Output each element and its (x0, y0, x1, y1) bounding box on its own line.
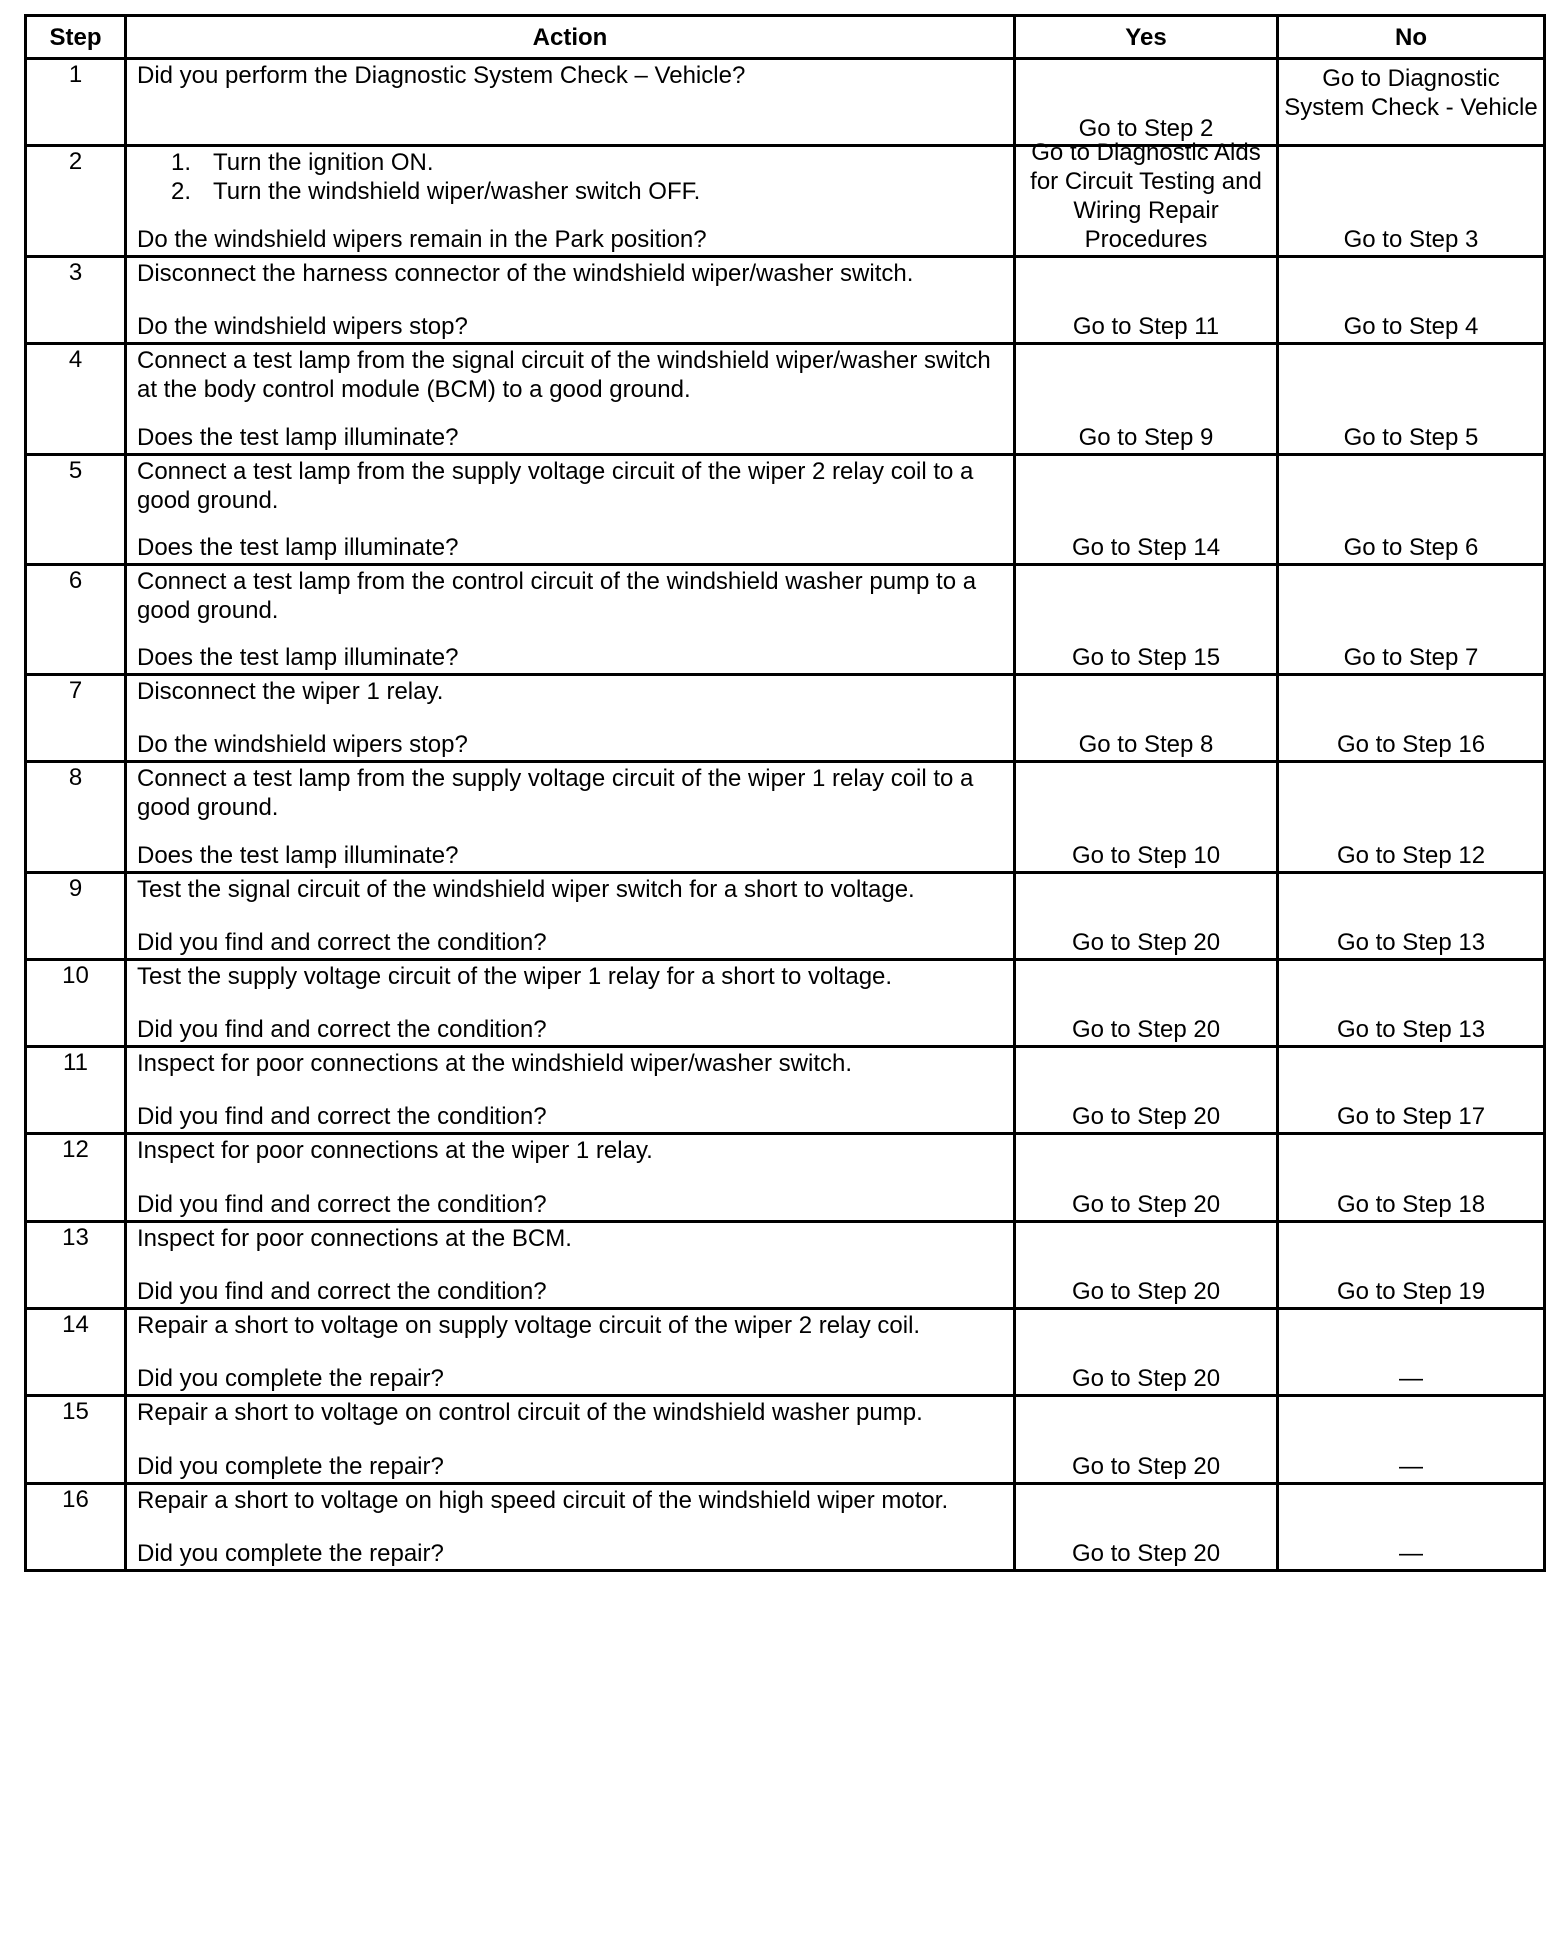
no-result: Go to Step 3 (1343, 226, 1479, 253)
action-question: Does the test lamp illuminate? (137, 534, 459, 561)
table-row (26, 960, 1545, 1047)
no-cell (1278, 59, 1545, 146)
step-number: 10 (26, 960, 126, 1047)
table-row (26, 455, 1545, 565)
action-cell (126, 1484, 1015, 1571)
no-cell (1278, 960, 1545, 1047)
yes-cell (1015, 139, 1278, 257)
action-question: Did you find and correct the condition? (137, 1191, 547, 1218)
action-cell (126, 146, 1015, 257)
table-row (26, 146, 1545, 257)
action-cell (126, 59, 1015, 146)
step-number: 14 (26, 1309, 126, 1396)
action-cell (126, 344, 1015, 455)
no-result: — (1399, 1365, 1423, 1392)
action-instruction: Repair a short to voltage on supply voltage circuit of the wiper 2 relay coil. (137, 1312, 921, 1339)
no-result: Go to Step 13 (1336, 1016, 1486, 1043)
yes-result: Go to Step 20 (1071, 1103, 1221, 1130)
yes-result: Go to Step 20 (1071, 1016, 1221, 1043)
table-row (26, 59, 1545, 146)
yes-result: Go to Step 8 (1078, 731, 1214, 758)
yes-cell (1015, 762, 1278, 873)
action-instruction: Repair a short to voltage on control circuit of the windshield washer pump. (137, 1399, 923, 1426)
no-cell (1278, 1309, 1545, 1396)
yes-cell (1015, 873, 1278, 960)
action-question: Did you complete the repair? (137, 1365, 444, 1392)
yes-result: Go to Step 14 (1071, 534, 1221, 561)
no-result: Go to Step 17 (1336, 1103, 1486, 1130)
action-cell (126, 960, 1015, 1047)
action-question: Did you find and correct the condition? (137, 929, 547, 956)
yes-result: Go to Step 2 (1078, 115, 1214, 142)
yes-result: Go to Step 20 (1071, 1191, 1221, 1218)
no-result: Go to Step 19 (1336, 1278, 1486, 1305)
table-row (26, 1396, 1545, 1484)
header-yes: Yes (1015, 16, 1278, 59)
table-row (26, 675, 1545, 762)
action-instruction: Did you perform the Diagnostic System Check – Vehicle? (137, 62, 746, 89)
yes-cell (1015, 675, 1278, 762)
table-row (26, 1222, 1545, 1309)
no-result: Go to Step 16 (1336, 731, 1486, 758)
table-row (26, 257, 1545, 344)
no-cell (1278, 1047, 1545, 1134)
no-result: Go to Step 5 (1343, 424, 1479, 451)
step-number: 13 (26, 1222, 126, 1309)
no-cell (1278, 873, 1545, 960)
step-number: 12 (26, 1134, 126, 1222)
yes-cell (1015, 1134, 1278, 1222)
step-number: 1 (26, 59, 126, 146)
table-row (26, 1047, 1545, 1134)
yes-cell (1015, 565, 1278, 675)
table-row (26, 1309, 1545, 1396)
no-cell (1278, 257, 1545, 344)
action-question: Did you complete the repair? (137, 1453, 444, 1480)
no-cell (1278, 455, 1545, 565)
no-result: Go to Step 7 (1343, 644, 1479, 671)
action-cell (126, 565, 1015, 675)
action-instruction: Connect a test lamp from the control circuit of the windshield washer pump to a good ground. (137, 568, 983, 624)
yes-cell (1015, 1309, 1278, 1396)
action-question: Does the test lamp illuminate? (137, 842, 459, 869)
step-number: 2 (26, 146, 126, 257)
yes-cell (1015, 1396, 1278, 1484)
no-cell (1278, 1134, 1545, 1222)
action-instruction: Connect a test lamp from the supply voltage circuit of the wiper 1 relay coil to a good ground. (137, 765, 981, 821)
step-number: 5 (26, 455, 126, 565)
no-result: Go to Step 4 (1343, 313, 1479, 340)
list-item-number: 2. (170, 178, 191, 205)
table-row (26, 1134, 1545, 1222)
yes-cell (1015, 1484, 1278, 1571)
yes-result: Go to Diagnostic Aids for Circuit Testing and Wiring Repair Procedures (1030, 139, 1262, 253)
action-cell (126, 1396, 1015, 1484)
header-no: No (1278, 16, 1545, 59)
action-instruction: Repair a short to voltage on high speed circuit of the windshield wiper motor. (137, 1487, 949, 1514)
action-cell (126, 1134, 1015, 1222)
no-cell (1278, 762, 1545, 873)
yes-cell (1015, 344, 1278, 455)
table-row (26, 873, 1545, 960)
yes-cell (1015, 1047, 1278, 1134)
action-cell (126, 455, 1015, 565)
step-number: 15 (26, 1396, 126, 1484)
action-instruction: Connect a test lamp from the signal circuit of the windshield wiper/washer switch at the body control module (BCM) to a good ground. (137, 347, 998, 403)
header-row (26, 16, 1545, 59)
action-question: Does the test lamp illuminate? (137, 644, 459, 671)
action-instruction: Inspect for poor connections at the wiper 1 relay. (137, 1137, 653, 1164)
list-item-text: Turn the windshield wiper/washer switch OFF. (213, 178, 701, 205)
yes-result: Go to Step 20 (1071, 1453, 1221, 1480)
table-row (26, 565, 1545, 675)
yes-cell (1015, 59, 1278, 146)
yes-result: Go to Step 10 (1071, 842, 1221, 869)
table-row (26, 1484, 1545, 1571)
yes-cell (1015, 960, 1278, 1047)
action-question: Do the windshield wipers stop? (137, 313, 468, 340)
action-question: Do the windshield wipers stop? (137, 731, 468, 758)
no-result: Go to Step 6 (1343, 534, 1479, 561)
step-number: 16 (26, 1484, 126, 1571)
step-number: 9 (26, 873, 126, 960)
action-cell (126, 762, 1015, 873)
action-instruction: Inspect for poor connections at the BCM. (137, 1225, 572, 1252)
action-instruction: Disconnect the wiper 1 relay. (137, 678, 444, 705)
no-result: Go to Diagnostic System Check - Vehicle (1284, 65, 1538, 121)
step-number: 4 (26, 344, 126, 455)
action-question: Does the test lamp illuminate? (137, 424, 459, 451)
yes-result: Go to Step 20 (1071, 1278, 1221, 1305)
list-item-text: Turn the ignition ON. (213, 149, 434, 176)
action-instruction: Inspect for poor connections at the windshield wiper/washer switch. (137, 1050, 853, 1077)
header-action: Action (126, 16, 1015, 59)
yes-result: Go to Step 20 (1071, 1540, 1221, 1567)
header-step: Step (26, 16, 126, 59)
yes-cell (1015, 1222, 1278, 1309)
no-cell (1278, 1396, 1545, 1484)
action-instruction: Test the supply voltage circuit of the wiper 1 relay for a short to voltage. (137, 963, 893, 990)
list-item (137, 177, 700, 206)
no-cell (1278, 675, 1545, 762)
action-instruction: Test the signal circuit of the windshield wiper switch for a short to voltage. (137, 876, 915, 903)
yes-result: Go to Step 20 (1071, 1365, 1221, 1392)
action-cell (126, 1222, 1015, 1309)
yes-result: Go to Step 20 (1071, 929, 1221, 956)
action-cell (126, 257, 1015, 344)
no-cell (1278, 565, 1545, 675)
no-result: Go to Step 13 (1336, 929, 1486, 956)
table-row (26, 344, 1545, 455)
table-row (26, 762, 1545, 873)
no-result: — (1399, 1453, 1423, 1480)
action-cell (126, 1047, 1015, 1134)
action-steps-list (137, 148, 700, 206)
no-cell (1278, 344, 1545, 455)
yes-cell (1015, 257, 1278, 344)
step-number: 8 (26, 762, 126, 873)
no-cell (1278, 146, 1545, 257)
action-instruction: Disconnect the harness connector of the windshield wiper/washer switch. (137, 260, 914, 287)
step-number: 7 (26, 675, 126, 762)
list-item-number: 1. (170, 149, 191, 176)
no-cell (1278, 1484, 1545, 1571)
action-question: Did you find and correct the condition? (137, 1278, 547, 1305)
no-result: Go to Step 18 (1336, 1191, 1486, 1218)
action-cell (126, 675, 1015, 762)
no-result: Go to Step 12 (1336, 842, 1486, 869)
yes-result: Go to Step 9 (1078, 424, 1214, 451)
step-number: 6 (26, 565, 126, 675)
no-result: — (1399, 1540, 1423, 1567)
action-instruction: Connect a test lamp from the supply voltage circuit of the wiper 2 relay coil to a good ground. (137, 458, 981, 514)
yes-result: Go to Step 11 (1072, 313, 1220, 340)
step-number: 11 (26, 1047, 126, 1134)
yes-result: Go to Step 15 (1071, 644, 1221, 671)
action-cell (126, 1309, 1015, 1396)
action-question: Did you complete the repair? (137, 1540, 444, 1567)
step-number: 3 (26, 257, 126, 344)
action-question: Did you find and correct the condition? (137, 1103, 547, 1130)
action-cell (126, 873, 1015, 960)
no-cell (1278, 1222, 1545, 1309)
yes-cell (1015, 455, 1278, 565)
list-item (137, 148, 700, 177)
action-question: Did you find and correct the condition? (137, 1016, 547, 1043)
diagnostic-table (24, 14, 1546, 1572)
action-question: Do the windshield wipers remain in the Park position? (137, 226, 707, 253)
